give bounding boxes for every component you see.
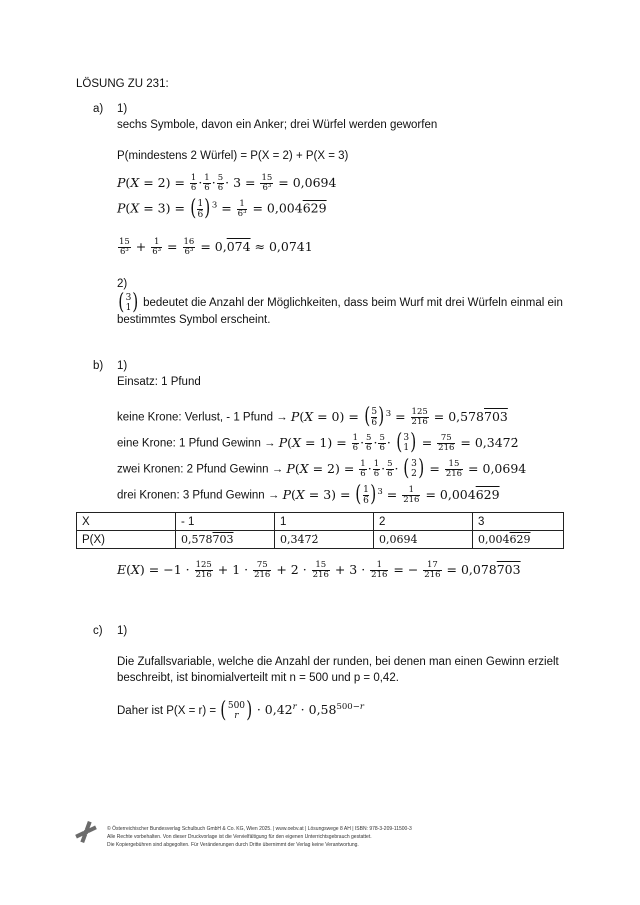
case2-result: = 0,0694̇ — [468, 460, 527, 476]
part-a-prob-statement: P(mindestens 2 Würfel) = P(X = 2) + P(X = 3) — [117, 150, 349, 162]
sum-period: 074 — [226, 239, 251, 254]
case3-result: = 0,004 — [425, 486, 476, 502]
px2-result: = 0,0694̇ — [278, 175, 337, 190]
table-row — [77, 531, 564, 549]
table-cell — [275, 531, 374, 549]
formula-px3: P(X = 3) = ( 1 6 ) $^3$ = $\frac{1}{\text{6³}}$ = 0,004629 — [117, 196, 327, 221]
table-cell — [176, 531, 275, 549]
case0-text: keine Krone: Verlust, - 1 Pfund → — [117, 411, 288, 424]
table-header-row — [77, 513, 564, 531]
part-b-q1-number: 1) — [117, 360, 128, 372]
part-c-q1-number: 1) — [117, 625, 128, 637]
cell-value: 0,3472̇ — [280, 533, 319, 546]
cell-value: 0,004 — [478, 533, 510, 546]
case0-result: = 0,578 — [433, 408, 484, 424]
part-a-q1-text: sechs Symbole, davon ein Anker; drei Würfel werden geworfen — [117, 119, 438, 131]
footer-fees: Die Kopiergebühren sind abgegolten. Für Veränderungen durch Dritte übernimmt der Verlag keine Verantwortung. — [107, 842, 359, 848]
px3-result: = 0,004 — [252, 200, 303, 216]
cell-period: 629 — [509, 533, 531, 546]
case1-result: = 0,3472̇ — [460, 434, 519, 450]
case-two-crowns: zwei Kronen: 2 Pfund Gewinn → P(X = 2) = $\frac{1}{6}$ · $\frac{1}{6}$ · $\frac{5}{6}$ · ( 3 2 ) = $\frac{15}{216}$ = 0,0694̇ — [117, 456, 527, 481]
sum-approx: ≈ 0,0741 — [254, 239, 313, 254]
part-a-label: a) — [93, 103, 104, 115]
expectation-result: = 0,078 — [446, 562, 497, 577]
case3-text: drei Kronen: 3 Pfund Gewinn → — [117, 489, 280, 502]
footer-rights: Alle Rechte vorbehalten. Von dieser Druckvorlage ist die Vervielfältigung für den eigenen Unterrichtsgebrauch gestattet. — [107, 834, 372, 840]
publisher-logo-icon — [74, 820, 98, 844]
part-c-line1: Die Zufallsvariable, welche die Anzahl der runden, bei denen man einen Gewinn erzielt — [117, 656, 559, 668]
case-three-crowns: drei Kronen: 3 Pfund Gewinn → P(X = 3) = ( 1 6 ) $^3$ = $\frac{1}{216}$ = 0,004629 — [117, 482, 500, 507]
solution-heading: LÖSUNG ZU 231: — [76, 78, 169, 90]
table-cell: 2 — [374, 513, 473, 531]
distribution-table — [76, 512, 564, 549]
cell-period: 703 — [212, 533, 234, 546]
footer-copyright: © Österreichischer Bundesverlag Schulbuch GmbH & Co. KG, Wien 2025. | www.oebv.at | Lösungswege 8 AH | ISBN: 978-3-209-11500-3 — [107, 826, 412, 832]
cell-value: 0,578 — [181, 533, 213, 546]
table-cell — [473, 531, 564, 549]
part-c-line2: beschreibt, ist binomialverteilt mit n = 500 und p = 0,42. — [117, 672, 399, 684]
case1-text: eine Krone: 1 Pfund Gewinn → — [117, 437, 276, 450]
table-cell: P(X) — [77, 531, 176, 549]
cell-value: 0,0694̇ — [379, 533, 418, 546]
table-cell: - 1 — [176, 513, 275, 531]
part-a-q2-line2: bestimmtes Symbol erscheint. — [117, 314, 271, 326]
table-cell: 3 — [473, 513, 564, 531]
part-c-formula: Daher ist P(X = r) = ( 500 r ) · $0,42^r \cdot 0,58^{500-r}$ — [117, 698, 364, 723]
part-c-label: c) — [93, 625, 103, 637]
formula-sum: $\frac{15}{\text{6³}}$ + $\frac{1}{\text{6³}}$ = $\frac{16}{\text{6³}}$ = 0,074 ≈ 0,0741 — [119, 237, 313, 257]
sum-result: = 0, — [200, 239, 227, 254]
case-no-crown: keine Krone: Verlust, - 1 Pfund → P(X = 0) = ( 5 6 ) $^3$ = $\frac{125}{216}$ = 0,578703 — [117, 404, 508, 429]
part-b-stake: Einsatz: 1 Pfund — [117, 376, 201, 388]
part-b-label: b) — [93, 360, 104, 372]
px3-period: 629 — [302, 200, 327, 216]
part-a-q1-number: 1) — [117, 103, 128, 115]
table-cell: X — [77, 513, 176, 531]
case0-period: 703 — [484, 408, 508, 424]
case3-period: 629 — [475, 486, 500, 502]
table-cell: 1 — [275, 513, 374, 531]
table-cell — [374, 531, 473, 549]
q2-line1-text: bedeutet die Anzahl der Möglichkeiten, dass beim Wurf mit drei Würfeln einmal ein — [143, 297, 563, 310]
formula-prefix: Daher ist P(X = r) = — [117, 705, 217, 718]
part-a-q2-number: 2) — [117, 278, 128, 290]
part-a-q2-line1: ( 3 1 ) bedeutet die Anzahl der Möglichkeiten, dass beim Wurf mit drei Würfeln einmal ein — [118, 290, 563, 315]
formula-px2: P(X = 2) = $\frac{1}{6}$ · $\frac{1}{6}$ · $\frac{5}{6}$ · 3 = $\frac{15}{\text{6³}}$ = 0,0694̇ — [117, 173, 337, 193]
formula-expectation: E(X) = −1 · $\frac{125}{216}$ + 1 · $\frac{75}{216}$ + 2 · $\frac{15}{216}$ + 3 · $\frac{1}{216}$ = − $\frac{17}{216}$ = 0,078703 — [117, 560, 521, 580]
case-one-crown: eine Krone: 1 Pfund Gewinn → P(X = 1) = $\frac{1}{6}$ · $\frac{5}{6}$ · $\frac{5}{6}$ · ( 3 1 ) = $\frac{75}{216}$ = 0,3472̇ — [117, 430, 519, 455]
case2-text: zwei Kronen: 2 Pfund Gewinn → — [117, 463, 284, 476]
expectation-period: 703 — [496, 562, 521, 577]
